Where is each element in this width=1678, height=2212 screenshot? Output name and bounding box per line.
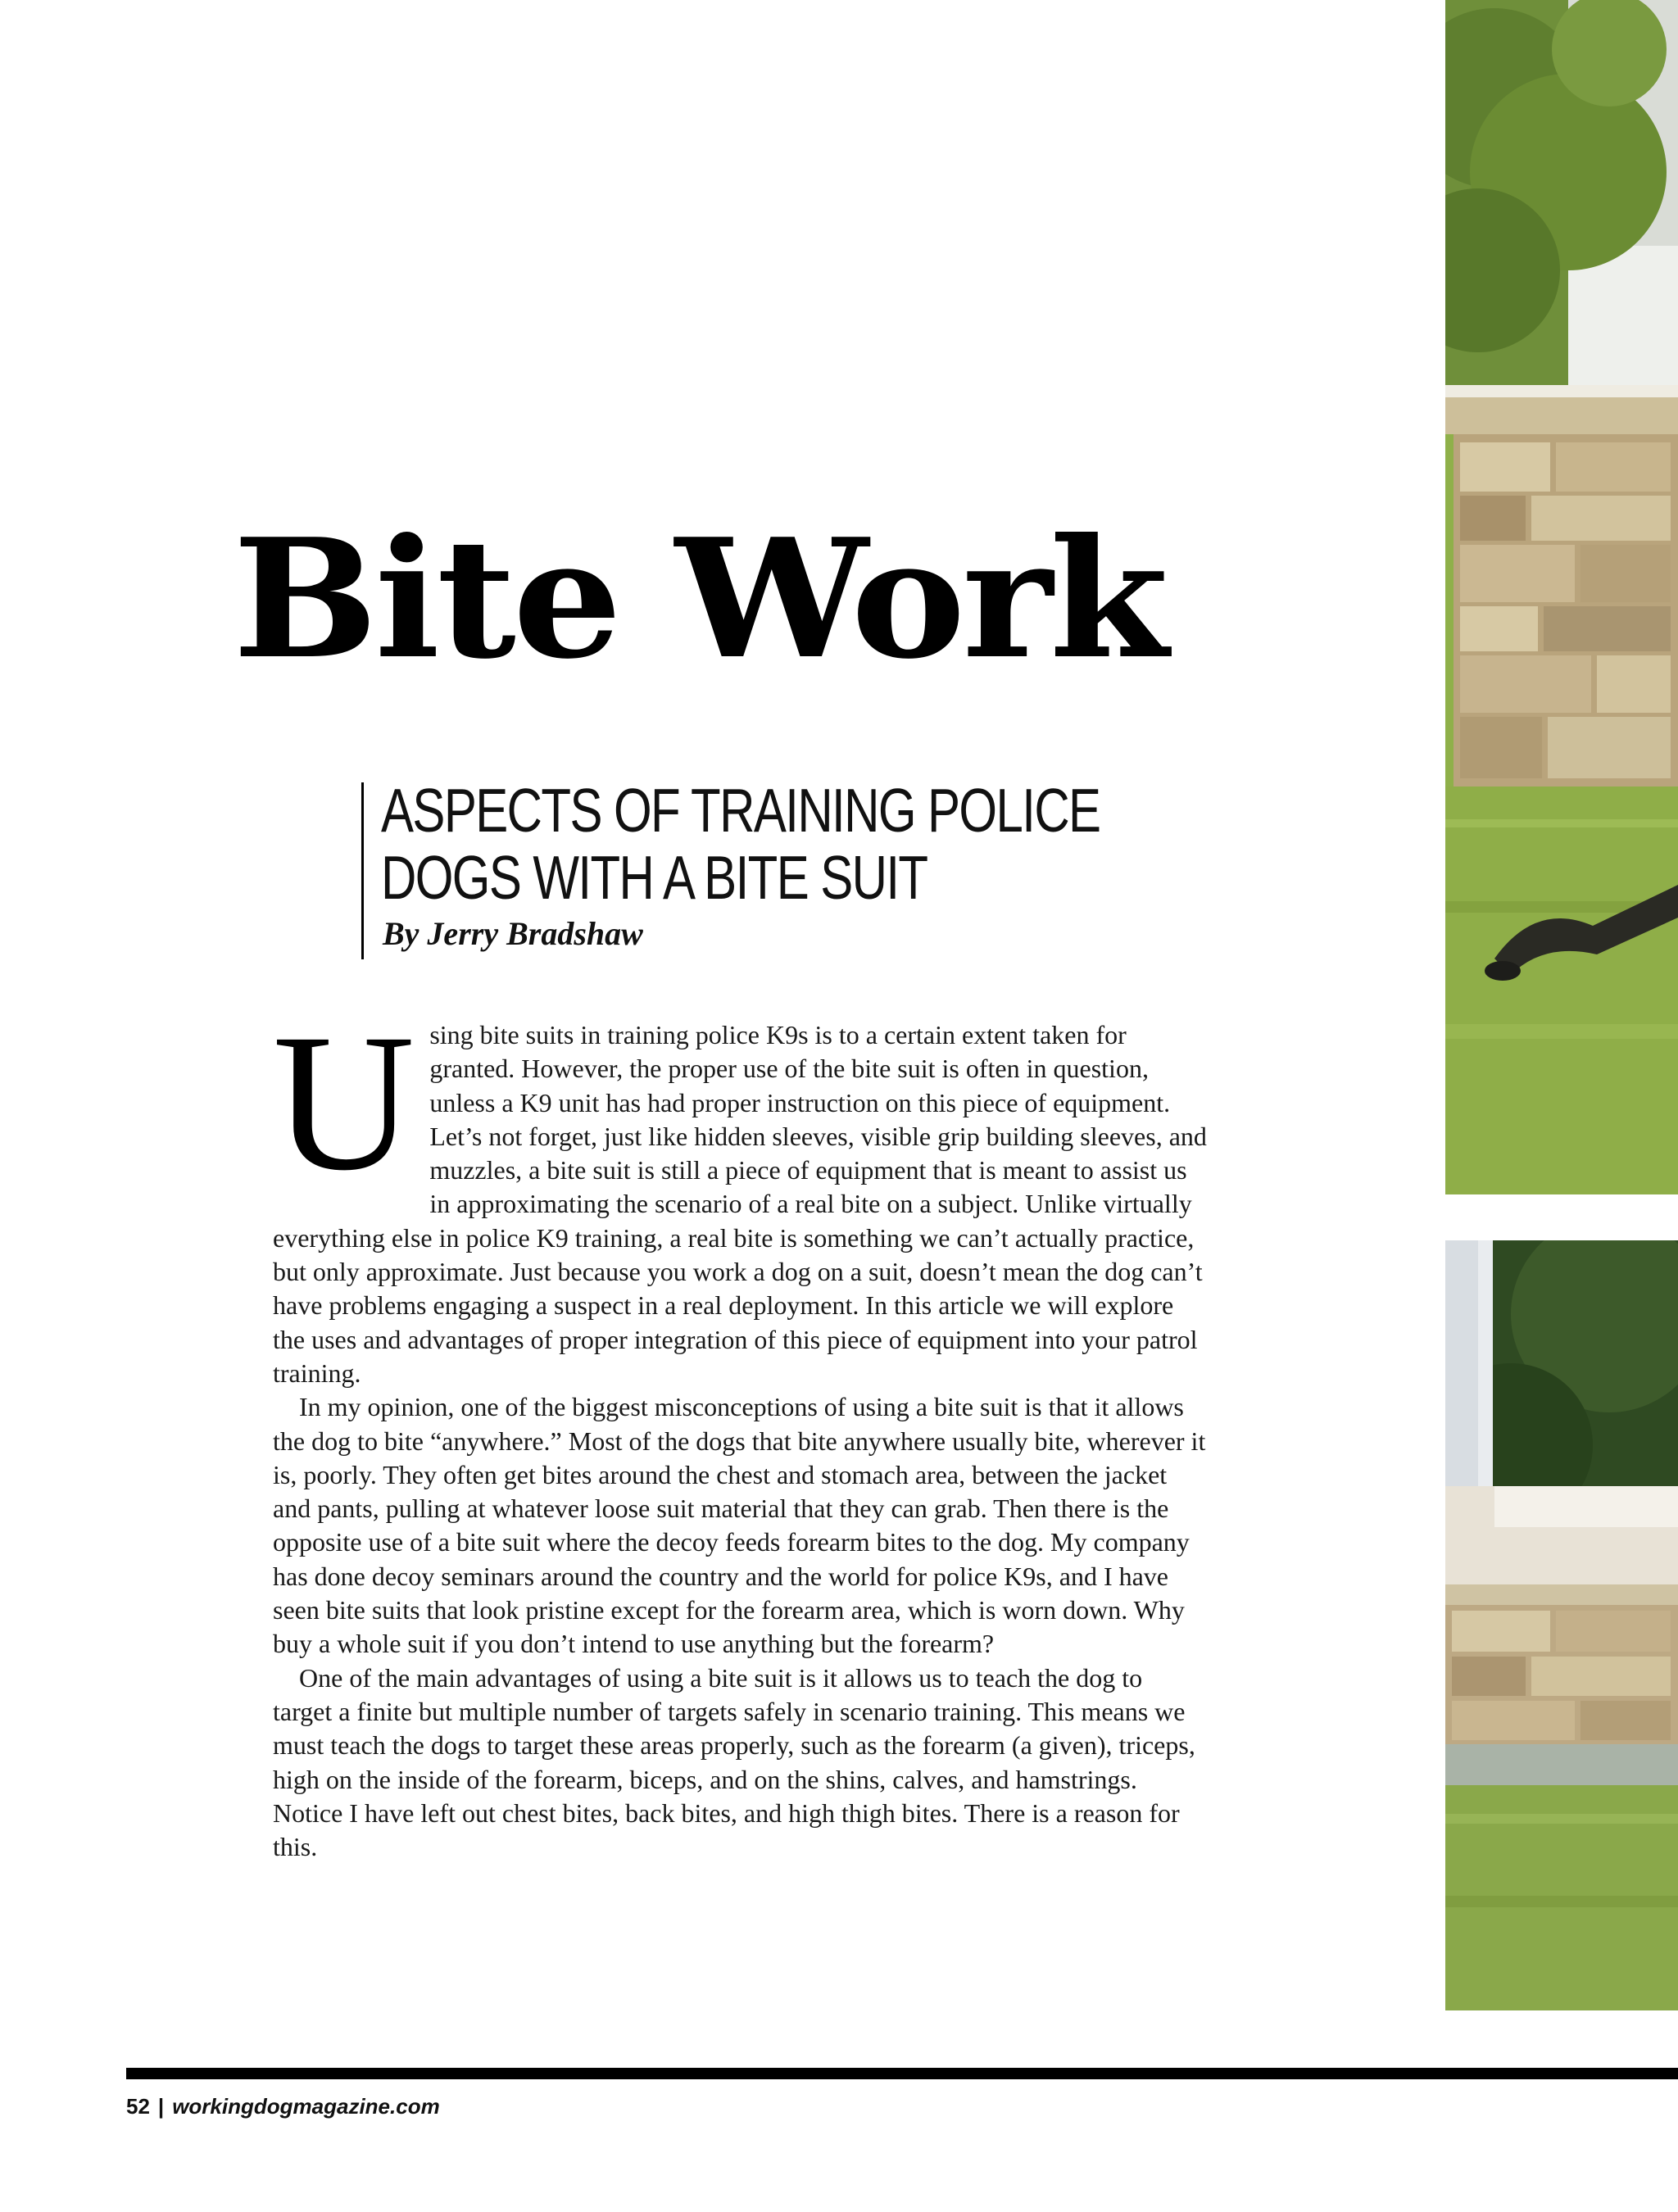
article-body — [273, 993, 1207, 1864]
article-byline: By Jerry Bradshaw — [383, 915, 643, 952]
footer-website: workingdogmagazine.com — [172, 2094, 440, 2119]
article-subtitle-line: ASPECTS OF TRAINING POLICE — [381, 776, 1100, 845]
drop-cap: U — [273, 993, 415, 1211]
page-footer — [126, 2094, 440, 2119]
page-number: 52 — [126, 2094, 150, 2119]
dek-vertical-rule — [361, 782, 364, 959]
article-subtitle-line: DOGS WITH A BITE SUIT — [381, 843, 927, 912]
article-paragraph: One of the main advantages of using a bite suit is it allows us to teach the dog to target a finite but multiple number of targets safely in scenario training. This means we must teach the dogs to target these areas properly, such as the forearm (a given), triceps, high on the inside of the forearm, biceps, and on the shins, calves, and hamstrings. Notice I have left out chest bites, back bites, and high thigh bites. There is a reason for this. — [273, 1662, 1195, 1862]
article-photo-bottom — [1445, 1240, 1678, 2010]
footer-rule — [126, 2068, 1678, 2079]
article-title: Bite Work — [233, 503, 1166, 696]
article-paragraph — [273, 993, 1207, 1390]
article-subtitle — [381, 777, 1100, 911]
footer-separator: | — [157, 2094, 165, 2119]
paragraph-text: sing bite suits in training police K9s is to a certain extent taken for granted. However, the proper use of the bite suit is often in question, unless a K9 unit has had proper instruction on this piece of equipment. Let’s not forget, just like hidden sleeves, visible grip building sleeves, and muzzles, a bite suit is still a piece of equipment that is meant to assist us in approximating the scenario of a real bite on a subject. Unlike virtually everything else in police K9 training, a real bite is something we can’t actually practice, but only approximate. Just because you work a dog on a suit, doesn’t mean the dog can’t have problems engaging a suspect in a real deployment. In this article we will explore the uses and advantages of proper integration of this piece of equipment into your patrol training. — [273, 1020, 1207, 1388]
article-paragraph: In my opinion, one of the biggest misconceptions of using a bite suit is that it allows the dog to bite “anywhere.” Most of the dogs that bite anywhere usually bite, wherever it is, poorly. They often get bites around the chest and stomach area, between the jacket and pants, pulling at whatever loose suit material that they can grab. Then there is the opposite use of a bite suit where the decoy feeds forearm bites to the dog. My company has done decoy seminars around the country and the world for police K9s, and I have seen bite suits that look pristine except for the forearm area, which is worn down. Why buy a whole suit if you don’t intend to use anything but the forearm? — [273, 1392, 1206, 1659]
article-photo-top — [1445, 0, 1678, 1194]
